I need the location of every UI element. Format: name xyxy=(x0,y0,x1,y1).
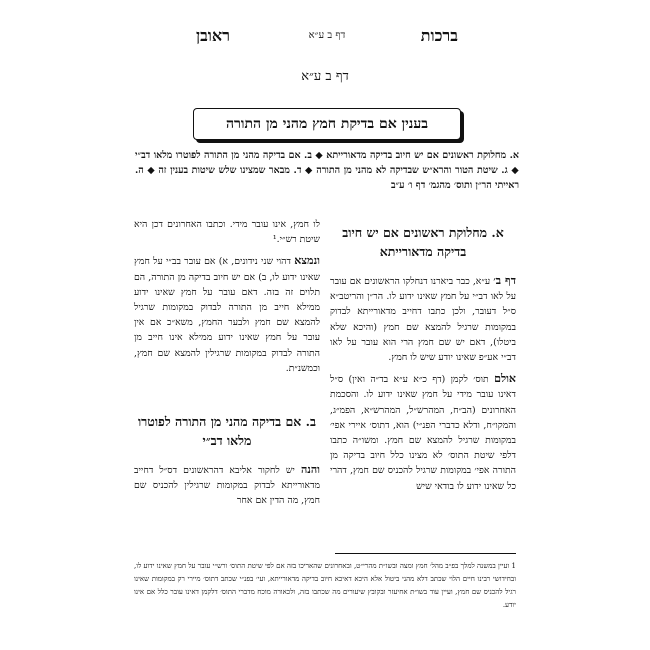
left-text-column xyxy=(134,217,320,515)
section-b-title: ב. אם בדיקה מהני מן התורה לפוטרו מלאו דב״י xyxy=(137,414,317,449)
topic-item: א. מחלוקת ראשונים אם יש חיוב בדיקה מדאורייתא xyxy=(326,150,520,161)
header-book-title: ראובן xyxy=(196,26,231,45)
paragraph xyxy=(134,253,320,376)
header-tractate: ברכות xyxy=(420,26,458,45)
paragraph-text: ע״א, כבר ביארנו דנחלקו הראשונים אם עובר על לאו דב״י על חמץ שאינו ידוע לו. הר״ן והריטב״א ס״ל דעובר, ולכן כתבו דחייב מדאורייתא לבדוק במקומות שרגיל להמצא שם חמץ (והיכא שלא ביטלו), דאם יש שם חמץ הרי הוא עובר על לאו דב״י אע״פ שאינו יודע שיש לו חמץ. xyxy=(330,276,516,364)
paragraph-text: יש לחקור אליבא דהראשונים דס״ל דחייב מדאורייתא לבדוק במקומות שרגילין להכניס שם חמץ, מה הדין אם אחר xyxy=(134,465,320,507)
topic-item: ה. ראייתי הר״ן ותוס׳ מהגמ׳ דף ו׳ ע״ב xyxy=(135,165,519,191)
paragraph-text: תוס׳ לקמן (דף כ״א ע״א בד״ה ואין) ס״ל דאינו עובר מידי על חמץ שאינו ידוע לו. והסכמת האחרונים (הב״ח, המהרש״ל, המהרש״א, הפמ״ג, והמקו״ח, ודלא כדברי הפנ״י) הוא, דתוס׳ איירי אפי׳ במקומות שרגיל להמצא שם חמץ. ומשו״ה כתבו דלפי שיטת התוס׳ לא מצינו כלל חיוב בדיקה מן התורה אפי׳ במקומות שרגיל להכניס שם חמץ, דהרי כל שאינו ידוע לו בודאי שיש xyxy=(330,374,516,492)
paragraph-text: דהוי שני נידונים, א) אם עובר בב״י על חמץ שאינו ידוע לו, ב) אם יש חיוב בדיקה מן התורה, הם תלוים זה בזה. דאם עובר על חמץ שאינו ידוע ממילא חייב מן התורה לבדוק במקומות שרגיל להמצא שם חמץ ולבער החמץ, משא״כ אם אין עובר על חמץ שאינו ידוע ממילא אינו חייב מן התורה לבדוק במקומות שרגילין להמצא שם חמץ, וכמשנ״ת. xyxy=(134,256,320,374)
topic-item: ד. מבאר שמצינו שלש שיטות בענין זה xyxy=(158,165,302,176)
bullet-separator: ◆ xyxy=(507,165,520,176)
paragraph xyxy=(330,273,516,365)
paragraph xyxy=(134,217,320,247)
topic-item: ב. אם בדיקה מהני מן התורה לפוטרו מלאו דב״י xyxy=(135,150,312,161)
paragraph-text: לו חמץ, אינו עובר מידי. וכתבו האחרונים דכן היא שיטת רש״י.¹ xyxy=(134,219,320,246)
folio-label: דף ב ע״א xyxy=(301,69,349,84)
footnote-divider xyxy=(335,553,516,554)
right-text-column xyxy=(330,217,516,500)
topic-item: ג. שיטת הטור והרא״ש שבדיקה לא מהני מן התורה xyxy=(316,165,508,176)
opening-word: אולם xyxy=(494,372,516,386)
paragraph xyxy=(134,462,320,509)
footnote: 1 ועיין במשנה למלך בפ״ב מהל׳ חמץ ומצה ובשו״ת מהרי״ט, ובאחרונים שהאריכו בזה אם לפי שיטת התוס׳ ורש״י עובר על חמץ שאינו ידוע לו, ובחידושי רבינו חיים הלוי שכתב דלא מהני ביטול אלא היכא דאיכא חיוב בדיקה מדאורייתא, ועי׳ בפנ״י שכתב דתוס׳ מיירי רק במקומות שאינו רגיל להכניס שם חמץ, ועיין עוד בשו״ת אחיעזר ובקובץ שיעורים מה שכתבו בזה, ולכאורה מוכח מדברי התוס׳ דלקמן דאינו עובר כלל אם אינו יודע. xyxy=(134,562,516,609)
bullet-separator: ◆ xyxy=(301,165,313,176)
bullet-separator: ◆ xyxy=(143,165,155,176)
topic-summary xyxy=(135,148,519,193)
chapter-title: בענין אם בדיקת חמץ מהני מן התורה xyxy=(225,115,429,132)
opening-word: דף ב׳ xyxy=(493,274,516,287)
opening-word: ונמצא xyxy=(294,254,320,268)
paragraph xyxy=(330,371,516,494)
header-folio: דף ב ע״א xyxy=(308,30,346,41)
bullet-separator: ◆ xyxy=(311,150,323,161)
opening-word: והנה xyxy=(300,463,320,477)
section-a-title: א. מחלוקת ראשונים אם יש חיוב בדיקה מדאורייתא xyxy=(342,225,504,259)
running-header xyxy=(196,26,458,48)
chapter-title-box xyxy=(193,108,461,140)
